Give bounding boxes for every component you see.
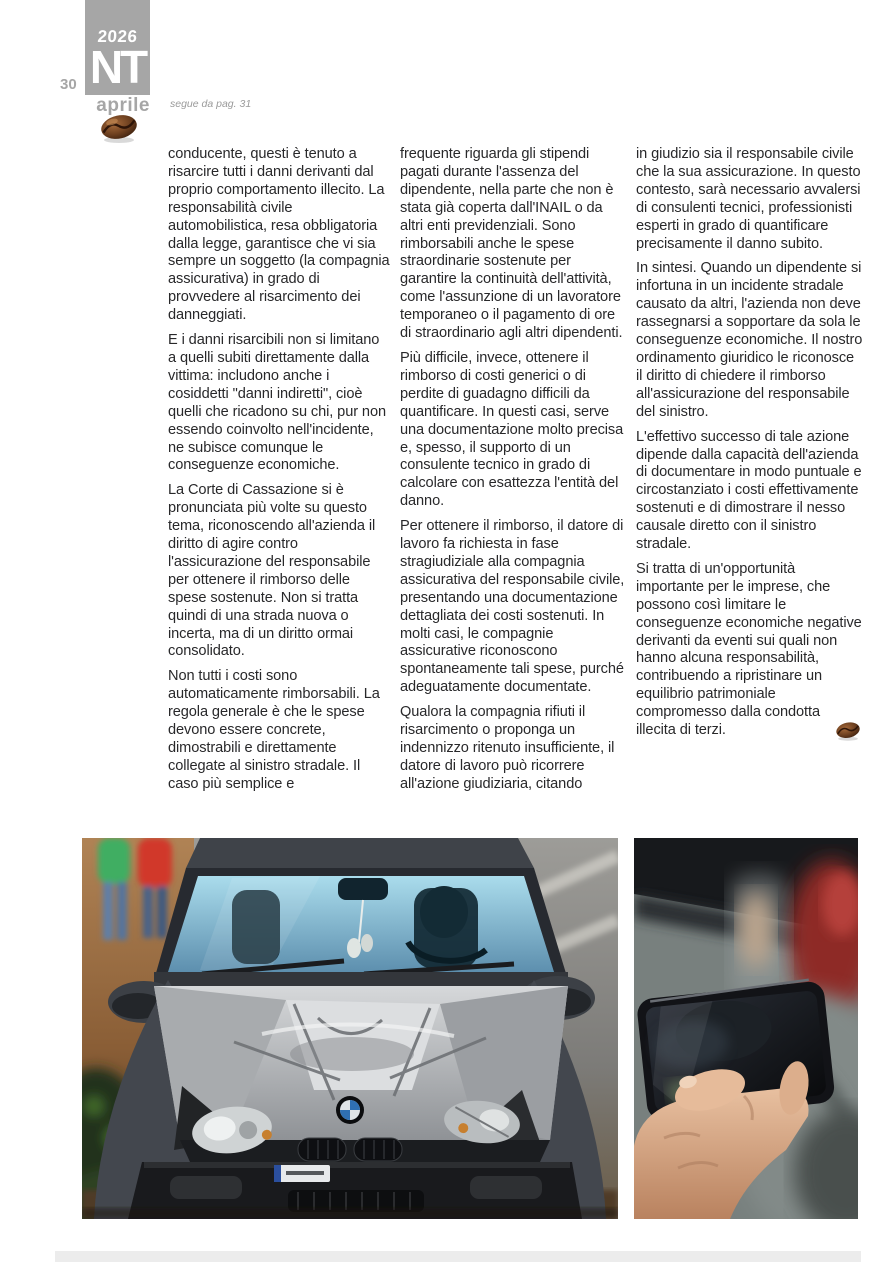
smartphone-photo xyxy=(634,838,858,1219)
article-column-2 xyxy=(400,146,627,801)
masthead-month: aprile xyxy=(96,95,150,116)
paragraph: In sintesi. Quando un dipendente si infortuna in un incidente stradale causato da altri, l'azienda non deve rassegnarsi a sopportare da sola le conseguenze economiche. Il nostro ordinamento giuridico le riconosce il diritto di chiedere il rimborso all'assicurazione del responsabile del sinistro. xyxy=(636,260,863,420)
paragraph: L'effettivo successo di tale azione dipende dalla capacità dell'azienda di documentare in modo puntuale e circostanziato i costi effettivamente sostenuti e di dimostrare il nesso causale diretto con il sinistro stradale. xyxy=(636,428,862,553)
coffee-bean-icon xyxy=(833,721,863,742)
page-number: 30 xyxy=(60,76,77,93)
paragraph: Qualora la compagnia rifiuti il risarcimento o proponga un indennizzo ritenuto insufficiente, il datore di lavoro può ricorrere all'azione giudiziaria, citando xyxy=(400,704,615,792)
continuation-note: segue da pag. 31 xyxy=(170,98,252,110)
paragraph: in giudizio sia il responsabile civile che la sua assicurazione. In questo contesto, sarà necessario avvalersi di consulenti tecnici, professionisti esperti in grado di quantificare precisamente il danno subito. xyxy=(636,146,861,252)
paragraph: Non tutti i costi sono automaticamente rimborsabili. La regola generale è che le spese devono essere concrete, dimostrabili e direttamente collegate al sinistro stradale. Il caso più semplice e xyxy=(168,668,380,792)
masthead-logo xyxy=(85,0,150,95)
paragraph: E i danni risarcibili non si limitano a quelli subiti direttamente dalla vittima: includono anche i cosiddetti "danni indiretti", cioè quelli che ricadono su chi, pur non essendo coinvolto nell'incidente, ne subisce comunque le conseguenze economiche. xyxy=(168,332,386,474)
paragraph: Per ottenere il rimborso, il datore di lavoro fa richiesta in fase stragiudiziale alla compagnia assicurativa del responsabile civile, presentando una documentazione dettagliata dei costi sostenuti. In molti casi, le compagnie assicurative riconoscono spontaneamente tali spese, purché adeguatamente documentate. xyxy=(400,518,625,696)
masthead-title: NT xyxy=(89,41,146,93)
article-column-3 xyxy=(636,146,863,747)
coffee-bean-icon xyxy=(97,113,141,145)
paragraph xyxy=(636,561,863,740)
article-column-1 xyxy=(168,146,391,801)
paragraph-text: Si tratta di un'opportunità importante per le imprese, che possono così limitare le conseguenze economiche negative derivanti da eventi sui quali non hanno alcuna responsabilità, contribuendo a ripristinare un equilibrio patrimoniale compromesso dalla condotta illecita di terzi. xyxy=(636,560,862,739)
paragraph: Più difficile, invece, ottenere il rimborso di costi generici o di perdite di guadagno difficili da quantificare. In questi casi, serve una documentazione molto precisa e, spesso, il supporto di un consulente tecnico in grado di calcolare con esattezza l'entità del danno. xyxy=(400,349,624,510)
crashed-car-photo xyxy=(82,838,618,1219)
paragraph: conducente, questi è tenuto a risarcire tutti i danni derivanti dal proprio comportamento illecito. La responsabilità civile automobilistica, resa obbligatoria dalla legge, garantisce che vi sia sempre un soggetto (la compagnia assicurativa) in grado di provvedere al risarcimento dei danneggiati. xyxy=(168,146,390,324)
masthead-year: 2026 xyxy=(96,27,139,46)
paragraph: frequente riguarda gli stipendi pagati durante l'assenza del dipendente, nella parte che non è stata già coperta dall'INAIL o da altri enti previdenziali. Sono rimborsabili anche le spese straordinarie sostenute per garantire la continuità dell'attività, come l'assunzione di un lavoratore temporaneo o il pagamento di ore di straordinario agli altri dipendenti. xyxy=(400,146,623,342)
paragraph: La Corte di Cassazione si è pronunciata più volte su questo tema, riconoscendo all'azienda il diritto di agire contro l'assicurazione del responsabile per ottenere il rimborso delle spese sostenute. Non si tratta quindi di una strada nuova o incerta, ma di un diritto ormai consolidato. xyxy=(168,482,376,660)
footer-strip xyxy=(55,1251,861,1262)
